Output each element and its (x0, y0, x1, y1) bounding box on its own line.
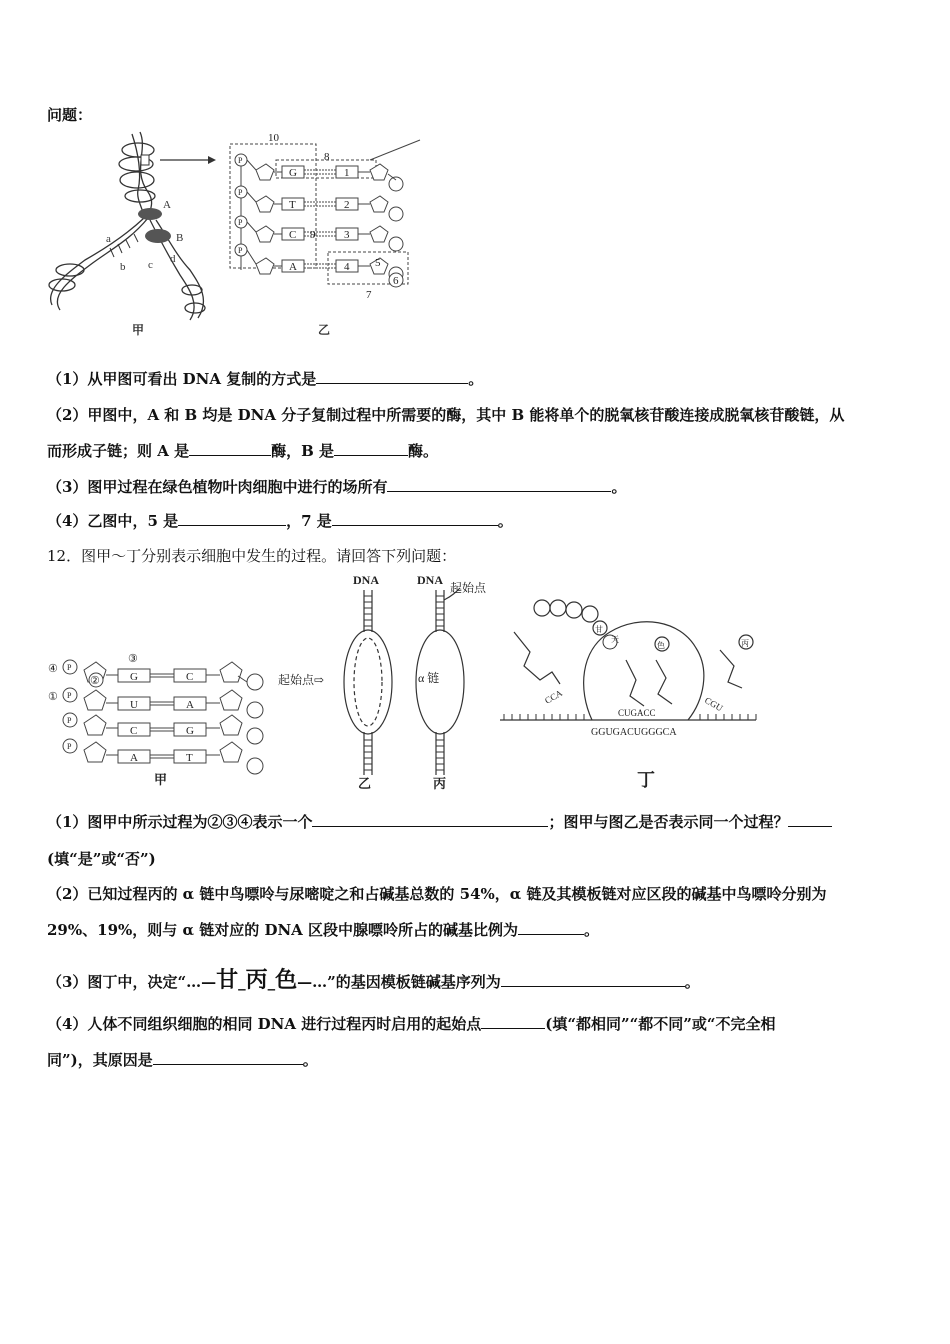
q12-4-text: 29%、19%，则与 α 链对应的 DNA 区段中腺嘌呤所占的碱基比例为 (47, 921, 519, 939)
label-c: c (148, 259, 153, 271)
q12-1-text: （1）图甲中所示过程为②③④表示一个 (47, 813, 313, 831)
q11-1-end: 。 (468, 370, 484, 388)
intro-label: 问题： (47, 106, 93, 124)
q12-line5: （3）图丁中，决定“…—甘_丙_色—…”的基因模板链碱基序列为 。 (47, 967, 700, 993)
num-9: 9 (310, 229, 316, 241)
aa-se: 色 (657, 641, 665, 650)
q12-5-blank[interactable] (501, 972, 685, 987)
q12-6-end: (填“都相同”“都不同”或“不完全相 (545, 1015, 776, 1033)
caption-yi-1: 乙 (318, 323, 331, 337)
num-7: 7 (366, 289, 372, 301)
q11-3-text: 而形成子链；则 A 是 (47, 442, 190, 460)
svg-text:P: P (67, 742, 72, 751)
p-4: P (238, 246, 243, 255)
circled-3: ③ (128, 653, 138, 665)
jia-left-base-1: G (130, 671, 138, 683)
q11-4-text: （3）图甲过程在绿色植物叶肉细胞中进行的场所有 (47, 478, 388, 496)
q12-1-blank2[interactable] (788, 812, 832, 827)
q12-line4 (47, 919, 599, 940)
q12-6-text: （4）人体不同组织细胞的相同 DNA 进行过程丙时启用的起始点 (47, 1015, 482, 1033)
p-3: P (238, 218, 243, 227)
q11-3-mid: 酶，B 是 (271, 442, 334, 460)
jia-left-base-4: A (130, 752, 138, 764)
q12-line1 (47, 811, 832, 832)
base-T: T (289, 199, 296, 211)
q12-7-text: 同”)，其原因是 (47, 1051, 153, 1069)
q12-7-end: 。 (302, 1051, 318, 1069)
anticodon-2: CUGACC (618, 708, 656, 718)
q12-5-mid: —…”的基因模板链碱基序列为 (297, 973, 501, 991)
q12-5-text: （3）图丁中，决定“…— (47, 973, 217, 991)
circled-2: ② (90, 675, 100, 687)
p-1: P (238, 156, 243, 165)
caption-bing-2: 丙 (433, 776, 447, 791)
jia-left-base-3: C (130, 725, 138, 737)
num-10: 10 (268, 132, 279, 144)
jia-right-base-1: C (186, 671, 194, 683)
num-6: 6 (393, 275, 399, 287)
figure-2 (40, 570, 770, 795)
q11-5-text: （4）乙图中，5 是 (47, 512, 179, 530)
q11-A-blank[interactable] (189, 441, 271, 456)
label-a: a (106, 233, 111, 245)
figure-1 (40, 130, 430, 340)
aa-bing-inline: 丙 (245, 967, 268, 993)
q12-line6 (47, 1013, 776, 1034)
origin-top-label: 起始点 (450, 581, 487, 595)
q12-line7 (47, 1049, 318, 1070)
caption-yi-2: 乙 (358, 776, 372, 791)
jia-right-base-4: T (186, 752, 193, 764)
circled-1: ① (48, 691, 58, 703)
aa-se-inline: 色 (275, 967, 298, 993)
jia-right-base-3: G (186, 725, 194, 737)
q11-3-end: 酶。 (408, 442, 439, 460)
q11-4-blank[interactable] (387, 477, 611, 492)
q12-6-blank[interactable] (481, 1014, 545, 1029)
alpha-chain-label: α 链 (418, 671, 440, 685)
base-G: G (289, 167, 297, 179)
q11-1-blank[interactable] (316, 369, 468, 384)
svg-text:P: P (67, 663, 72, 672)
caption-jia-2: 甲 (154, 772, 168, 787)
q11-1-text: （1）从甲图可看出 DNA 复制的方式是 (47, 370, 317, 388)
dna-label-2: DNA (417, 573, 443, 587)
caption-ding-2: 丁 (637, 770, 655, 790)
q12-line2: (填“是”或“否”) (47, 850, 156, 868)
q11-5-end: 。 (497, 512, 513, 530)
q12-4-end: 。 (584, 921, 600, 939)
q11-line3 (47, 440, 438, 461)
q11-line2: （2）甲图中，A 和 B 均是 DNA 分子复制过程中所需要的酶，其中 B 能将单个的脱氧核苷酸连接成脱氧核苷酸链，从 (47, 406, 845, 424)
base-C: C (289, 229, 297, 241)
q11-B-blank[interactable] (334, 441, 408, 456)
label-B: B (176, 232, 184, 244)
svg-text:P: P (67, 716, 72, 725)
num-1: 1 (344, 167, 350, 179)
caption-jia-1: 甲 (132, 323, 145, 337)
label-A: A (163, 199, 171, 211)
anticodon-3: CGU (703, 695, 725, 714)
label-b: b (120, 261, 126, 273)
p-2: P (238, 188, 243, 197)
aa-gan: 甘 (595, 625, 603, 634)
num-5: 5 (375, 257, 381, 269)
circled-4: ④ (48, 663, 58, 675)
svg-text:P: P (67, 691, 72, 700)
q11-line1 (47, 368, 483, 389)
q12-1-blank[interactable] (312, 812, 548, 827)
q11-5-blank[interactable] (178, 511, 286, 526)
q11-line4 (47, 476, 626, 497)
anticodon-1: CCA (543, 687, 565, 706)
jia-left-base-2: U (130, 699, 138, 711)
num-8: 8 (324, 151, 330, 163)
origin-left-label: 起始点⇨ (278, 673, 325, 687)
jia-right-base-2: A (186, 699, 194, 711)
q11-line5 (47, 510, 513, 531)
base-A: A (289, 261, 297, 273)
q12-title: 12．图甲～丁分别表示细胞中发生的过程。请回答下列问题： (47, 547, 457, 565)
q11-4-end: 。 (611, 478, 627, 496)
aa-bing: 丙 (741, 639, 749, 648)
aa-gan-inline: 甘 (216, 967, 239, 993)
q11-7-blank[interactable] (332, 511, 498, 526)
num-2: 2 (344, 199, 350, 211)
label-d: d (170, 253, 176, 265)
num-3: 3 (344, 229, 350, 241)
mrna-sequence: GGUGACUGGGCA (591, 727, 677, 738)
q12-7-blank[interactable] (153, 1050, 303, 1065)
q11-5-mid: ，7 是 (286, 512, 332, 530)
dna-label-1: DNA (353, 573, 379, 587)
q12-1-mid: ；图甲与图乙是否表示同一个过程？ (548, 813, 789, 831)
aa-tian: 天 (611, 635, 619, 644)
q12-5-end: 。 (684, 973, 700, 991)
q12-4-blank[interactable] (518, 920, 584, 935)
num-4: 4 (344, 261, 350, 273)
q12-line3: （2）已知过程丙的 α 链中鸟嘌呤与尿嘧啶之和占碱基总数的 54%，α 链及其模板链对应区段的碱基中鸟嘌呤分别为 (47, 885, 827, 903)
